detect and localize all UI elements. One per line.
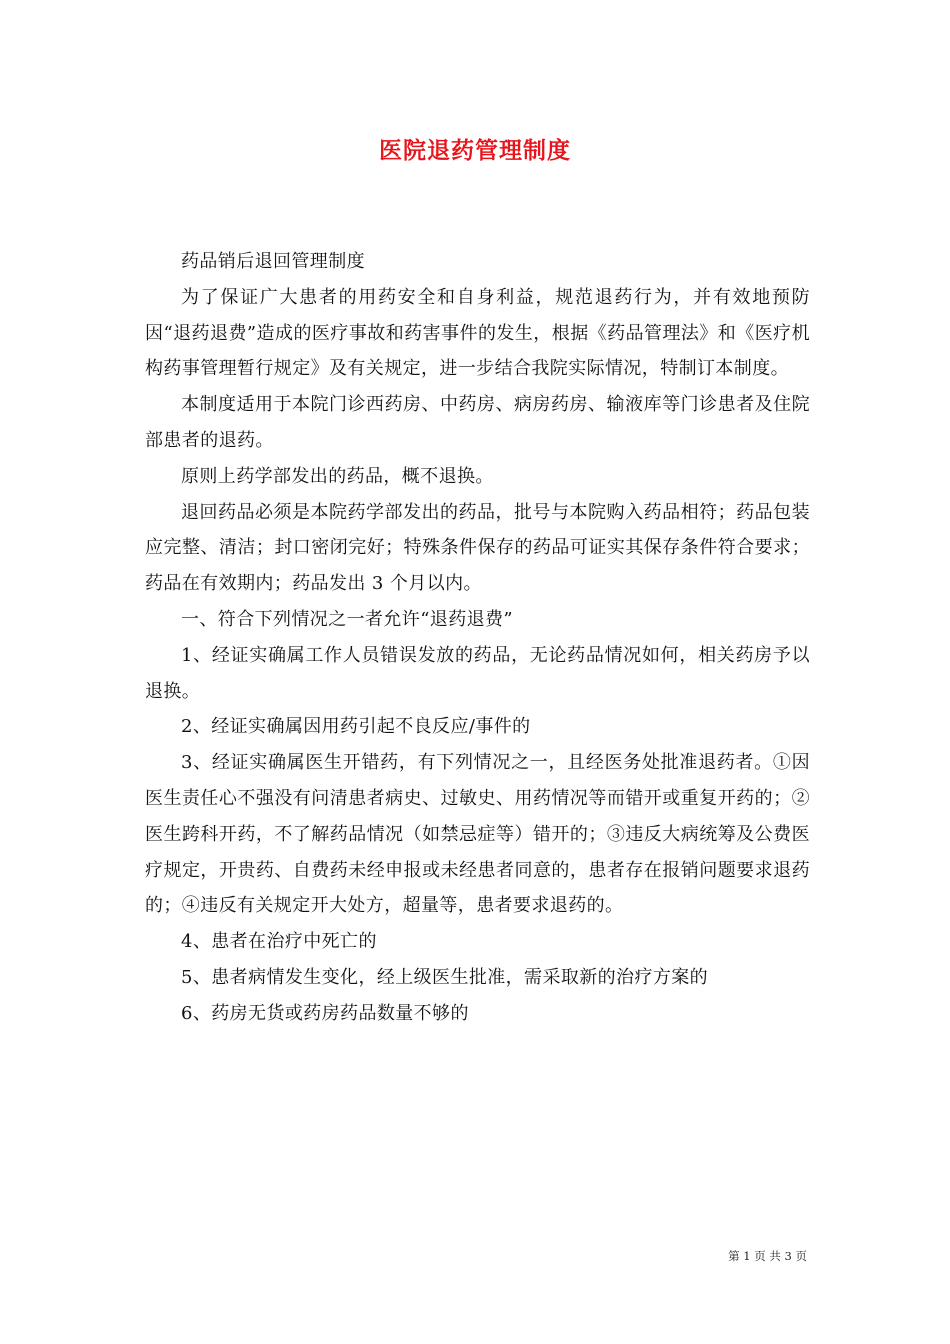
document-body bbox=[145, 244, 810, 1032]
list-heading: 一、符合下列情况之一者允许“退药退费” bbox=[181, 608, 514, 630]
list-item: 3、经证实确属医生开错药，有下列情况之一，且经医务处批准退药者。①因医生责任心不强没有问清患者病史、过敏史、用药情况等而错开或重复开药的；②医生跨科开药，不了解药品情况（如禁忌症等）错开的；③违反大病统筹及公费医疗规定，开贵药、自费药未经申报或未经患者同意的，患者存在报销问题要求退药的；④违反有关规定开大处方，超量等，患者要求退药的。 bbox=[145, 752, 810, 917]
page-number: 第 1 页 共 3 页 bbox=[728, 1249, 807, 1263]
paragraph: 为了保证广大患者的用药安全和自身利益，规范退药行为，并有效地预防因“退药退费”造成的医疗事故和药害事件的发生，根据《药品管理法》和《医疗机构药事管理暂行规定》及有关规定，进一步结合我院实际情况，特制订本制度。 bbox=[145, 286, 810, 380]
list-item: 5、患者病情发生变化，经上级医生批准，需采取新的治疗方案的 bbox=[181, 966, 709, 988]
section-heading: 药品销后退回管理制度 bbox=[181, 251, 365, 272]
paragraph: 退回药品必须是本院药学部发出的药品，批号与本院购入药品相符；药品包装应完整、清洁；封口密闭完好；特殊条件保存的药品可证实其保存条件符合要求；药品在有效期内；药品发出 3 个月以内。 bbox=[145, 501, 810, 595]
list-item: 4、患者在治疗中死亡的 bbox=[181, 931, 377, 953]
list-item: 2、经证实确属因用药引起不良反应/事件的 bbox=[181, 716, 531, 738]
paragraph: 原则上药学部发出的药品，概不退换。 bbox=[181, 465, 494, 487]
paragraph: 本制度适用于本院门诊西药房、中药房、病房药房、输液库等门诊患者及住院部患者的退药。 bbox=[145, 394, 810, 451]
document-title: 医院退药管理制度 bbox=[379, 137, 571, 164]
list-item: 6、药房无货或药房药品数量不够的 bbox=[181, 1002, 469, 1024]
list-item: 1、经证实确属工作人员错误发放的药品，无论药品情况如何，相关药房予以退换。 bbox=[145, 644, 810, 702]
